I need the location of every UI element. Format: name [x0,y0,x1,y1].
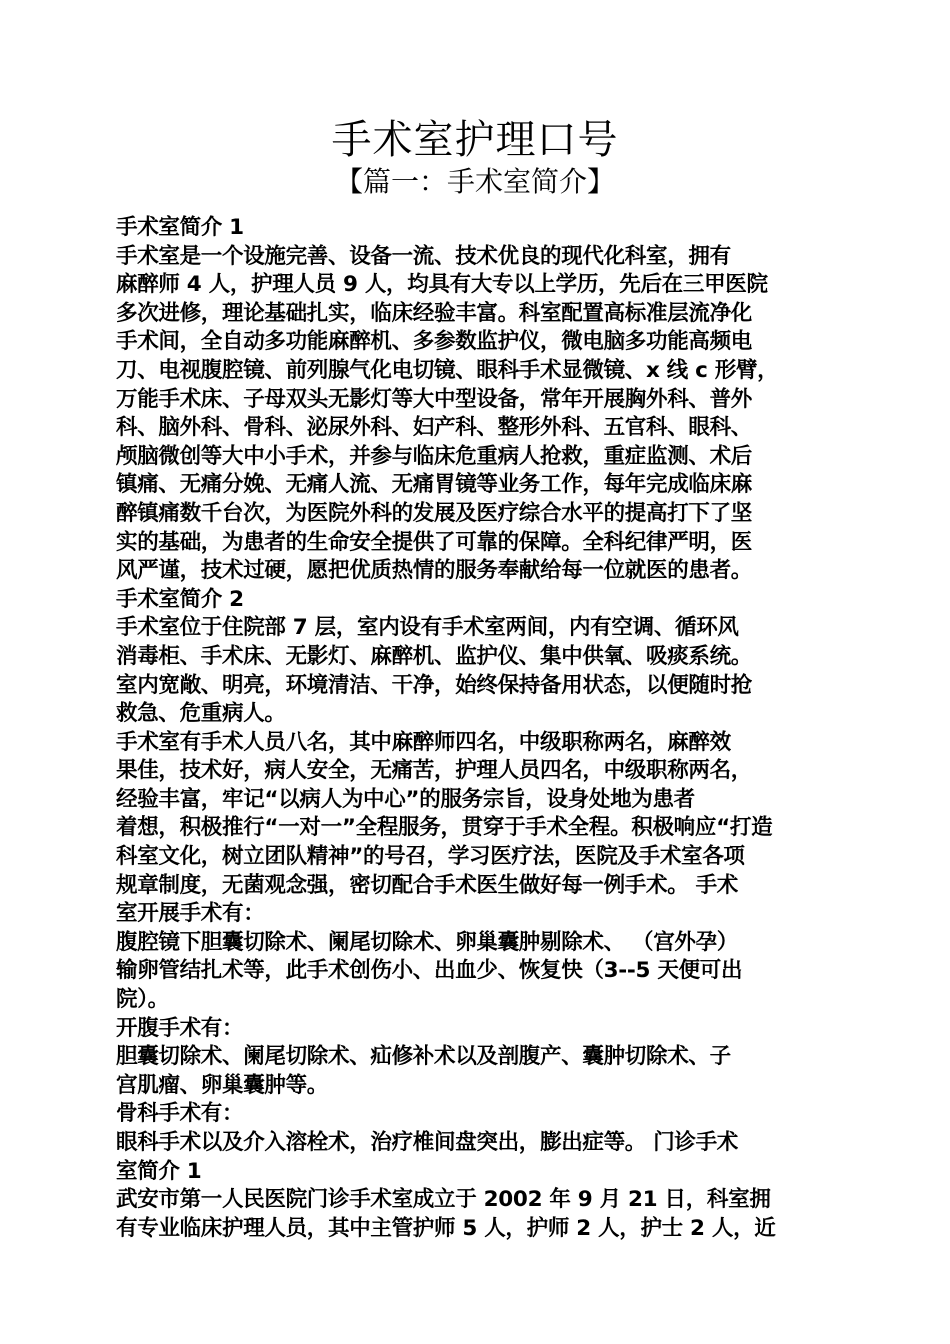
text-line: 消毒柜、手术床、无影灯、麻醉机、监护仪、集中供氧、吸痰系统。 [116,643,753,669]
text-line: 手术室简介 2 [116,586,244,612]
text-line: 宫肌瘤、卵巢囊肿等。 [116,1072,329,1098]
text-line: 颅脑微创等大中小手术，并参与临床危重病人抢救，重症监测、术后 [116,443,753,469]
text-line: 手术室位于住院部 7 层，室内设有手术室两间，内有空调、循环风 [116,615,739,641]
text-line: 手术室是一个设施完善、设备一流、技术优良的现代化科室，拥有 [116,243,731,269]
text-line: 实的基础，为患者的生命安全提供了可靠的保障。全科纪律严明，医 [116,529,753,555]
document-subtitle: 【篇一：手术室简介】 [334,165,615,198]
text-line: 麻醉师 4 人，护理人员 9 人，均具有大专以上学历，先后在三甲医院 [116,272,768,298]
text-line: 胆囊切除术、阑尾切除术、疝修补术以及剖腹产、囊肿切除术、子 [116,1044,731,1070]
text-line: 规章制度，无菌观念强，密切配合手术医生做好每一例手术。 手术 [116,872,738,898]
text-line: 院）。 [116,987,169,1013]
text-line: 多次进修，理论基础扎实，临床经验丰富。科室配置高标准层流净化 [116,300,753,326]
document-title: 手术室护理口号 [331,117,619,163]
text-line: 腹腔镜下胆囊切除术、阑尾切除术、卵巢囊肿剔除术、 （宫外孕） [116,929,738,955]
text-line: 武安市第一人民医院门诊手术室成立于 2002 年 9 月 21 日，科室拥 [116,1187,771,1213]
text-line: 眼科手术以及介入溶栓术，治疗椎间盘突出，膨出症等。 门诊手术 [116,1130,738,1155]
text-line: 救急、危重病人。 [116,701,286,727]
text-line: 果佳，技术好，病人安全，无痛苦，护理人员四名，中级职称两名， [116,758,753,784]
text-line: 风严谨，技术过硬，愿把优质热情的服务奉献给每一位就医的患者。 [116,558,753,584]
text-line: 着想，积极推行“一对一”全程服务，贯穿于手术全程。积极响应“打造 [116,815,773,841]
text-line: 刀、电视腹腔镜、前列腺气化电切镜、眼科手术显微镜、x 线 c 形臂， [116,357,779,383]
text-line: 输卵管结扎术等，此手术创伤小、出血少、恢复快（3--5 天便可出 [116,958,743,984]
text-line: 经验丰富，牢记“以病人为中心”的服务宗旨，设身处地为患者 [116,786,695,812]
text-line: 镇痛、无痛分娩、无痛人流、无痛胃镜等业务工作，每年完成临床麻 [116,472,753,498]
document-body [116,214,836,1243]
text-line: 科、脑外科、骨科、泌尿外科、妇产科、整形外科、五官科、眼科、 [116,415,753,441]
text-line: 室内宽敞、明亮，环境清洁、干净，始终保持备用状态，以便随时抢 [116,672,753,698]
text-line: 骨科手术有： [116,1101,244,1127]
text-line: 科室文化，树立团队精神”的号召，学习医疗法，医院及手术室各项 [116,844,745,870]
text-line: 醉镇痛数千台次，为医院外科的发展及医疗综合水平的提高打下了坚 [116,500,753,526]
text-line: 手术间，全自动多功能麻醉机、多参数监护仪，微电脑多功能高频电 [116,329,753,355]
text-line: 开腹手术有： [116,1015,244,1041]
text-line: 手术室简介 1 [116,215,244,240]
text-line: 万能手术床、子母双头无影灯等大中型设备，常年开展胸外科、普外 [116,386,753,412]
text-line: 有专业临床护理人员，其中主管护师 5 人，护师 2 人，护士 2 人，近 [116,1215,776,1241]
text-line: 室简介 1 [116,1158,202,1184]
text-line: 室开展手术有： [116,901,265,927]
text-line: 手术室有手术人员八名，其中麻醉师四名，中级职称两名，麻醉效 [116,729,731,755]
